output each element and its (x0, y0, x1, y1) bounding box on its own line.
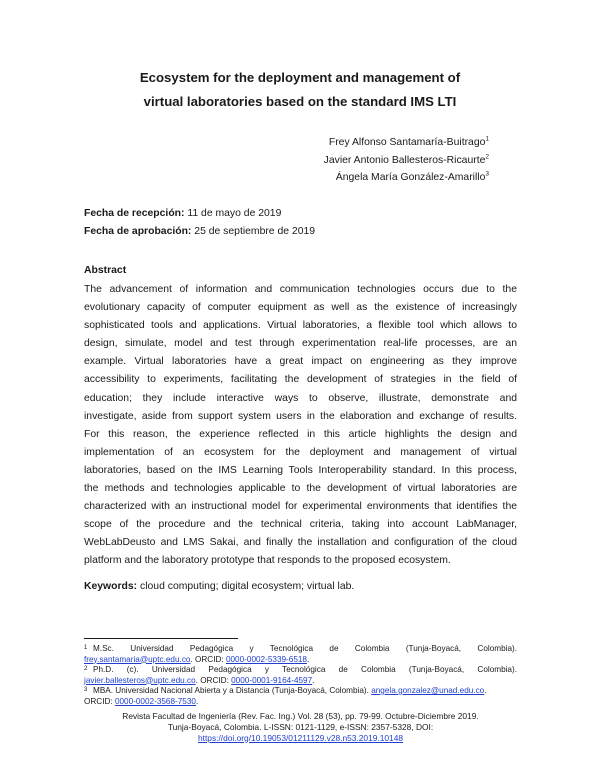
received-value: 11 de mayo de 2019 (187, 208, 282, 219)
doi-link[interactable]: https://doi.org/10.19053/01211129.v28.n53.2019.10148 (197, 732, 404, 743)
footnote-2-contact (84, 676, 517, 687)
journal-doi-line (84, 733, 517, 744)
footnote-2-email-link[interactable]: javier.ballesteros@uptc.edu.co (84, 675, 196, 685)
author-2-affiliation-mark: 2 (485, 153, 489, 161)
abstract-line: For this reason, the experience reflected in this article highlights the design and (84, 428, 517, 440)
footnote-1-email-link[interactable]: frey.santamaria@uptc.edu.co (84, 654, 191, 664)
footnote-3-orcid-label: ORCID: (84, 696, 115, 706)
approved-value: 25 de septiembre de 2019 (194, 226, 316, 237)
footnote-2-end: . (312, 675, 315, 685)
footnote-3-contact (84, 697, 517, 708)
footnote-1-text: M.Sc. Universidad Pedagógica y Tecnológica de Colombia (Tunja-Boyacá, Colombia). (93, 644, 517, 653)
footnote-3-number: 3 (84, 687, 88, 693)
footnote-3-orcid-link[interactable]: 0000-0002-3568-7530 (114, 696, 196, 706)
abstract-line: example. Virtual laboratories have a great impact on engineering as they improve (84, 356, 517, 368)
footnote-1-number: 1 (84, 645, 88, 651)
submission-dates (84, 205, 315, 241)
author-1 (324, 134, 489, 152)
footnote-1-end: . (307, 654, 310, 664)
abstract-line: design, simulate, model and test through experimentation real-life processes, are an (84, 338, 517, 350)
received-label: Fecha de recepción: (84, 208, 185, 219)
footnote-separator (84, 638, 238, 639)
footnote-3-end: . (195, 696, 199, 706)
abstract-line: implementation of an ecosystem for the deployment and management of virtual (84, 446, 517, 458)
abstract-line: sophisticated tools and applications. Virtual laboratories, a flexible tool which allows to (84, 320, 517, 332)
footnote-2 (84, 665, 517, 676)
journal-line-2: Tunja-Boyacá, Colombia. L-ISSN: 0121-1129, e-ISSN: 2357-5328, DOI: (167, 721, 434, 732)
author-1-name: Frey Alfonso Santamaría-Buitrago (328, 137, 486, 148)
footnote-1-orcid-label: . ORCID: (190, 654, 226, 664)
author-list (324, 134, 489, 187)
footnote-2-text: Ph.D. (c). Universidad Pedagógica y Tecnológica de Colombia (Tunja-Boyacá, Colombia). (93, 665, 517, 674)
footnote-3-email-link[interactable]: angela.gonzalez@unad.edu.co (371, 686, 485, 695)
footnote-1 (84, 644, 517, 655)
approved-label: Fecha de aprobación: (84, 226, 192, 237)
received-date (84, 205, 315, 223)
footnote-3 (84, 686, 517, 697)
keywords (84, 580, 354, 594)
keywords-label: Keywords: (84, 581, 138, 592)
abstract-line: platform and the laboratory prototype that responds to the proposed ecosystem. (84, 555, 451, 567)
footnote-2-number: 2 (84, 666, 88, 672)
abstract-line: education; they include interactive ways to observe, illustrate, demonstrate and (84, 392, 517, 404)
footnote-3-email-end: . (484, 686, 487, 695)
footnote-2-orcid-label: . ORCID: (195, 675, 232, 685)
abstract-line: characterized with an instructional model for experimental environments that identifies the (84, 501, 517, 513)
abstract-text (84, 281, 517, 571)
abstract-line: The advancement of information and communication technologies occurs due to the (84, 284, 517, 295)
approved-date (84, 223, 315, 241)
footnote-3-text: MBA. Universidad Nacional Abierta y a Distancia (Tunja-Boyacá, Colombia). (93, 686, 372, 695)
journal-line-1: Revista Facultad de Ingeniería (Rev. Fac. Ing.) Vol. 28 (53), pp. 79-99. Octubre-Diciembre 2019. (122, 711, 479, 721)
author-2-name: Javier Antonio Ballesteros-Ricaurte (323, 154, 486, 166)
abstract-line: accessibility to experiments, facilitating the development of strategies in the field of (84, 374, 517, 386)
title-line-1: Ecosystem for the deployment and management of (139, 70, 461, 85)
abstract-line: the methods and technologies applicable to the development of virtual laboratories are (84, 483, 517, 495)
abstract-line: scope of the procedure and the technical criteria, taking into account LabManager, (84, 519, 517, 531)
paper-title (80, 66, 520, 114)
title-line-2: virtual laboratories based on the standard IMS LTI (143, 94, 457, 109)
journal-citation (84, 711, 517, 743)
footnote-1-contact (84, 655, 517, 666)
author-1-affiliation-mark: 1 (485, 135, 489, 143)
footnotes (84, 644, 517, 707)
abstract-line: evolutionary capacity of computer equipment as well as the existence of increasingly (84, 302, 517, 314)
author-3-name: Ángela María González-Amarillo (335, 172, 486, 184)
keywords-value: cloud computing; digital ecosystem; virtual lab. (140, 581, 355, 592)
author-3-affiliation-mark: 3 (485, 170, 489, 178)
footnote-2-orcid-link[interactable]: 0000-0001-9164-4597 (231, 675, 313, 685)
footnote-1-orcid-link[interactable]: 0000-0002-5339-6518 (225, 654, 307, 664)
author-2 (324, 152, 489, 170)
abstract-line: WebLabDeusto and LMS Sakai, and finally the installation and configuration of the cloud (84, 537, 517, 549)
abstract-line: investigate, aside from support system users in the elaboration and exchange of results. (84, 410, 517, 422)
abstract-line: laboratories, based on the IMS Learning Tools Interoperability standard. In this process, (84, 464, 517, 476)
abstract-heading: Abstract (84, 265, 127, 276)
author-3 (324, 169, 489, 187)
